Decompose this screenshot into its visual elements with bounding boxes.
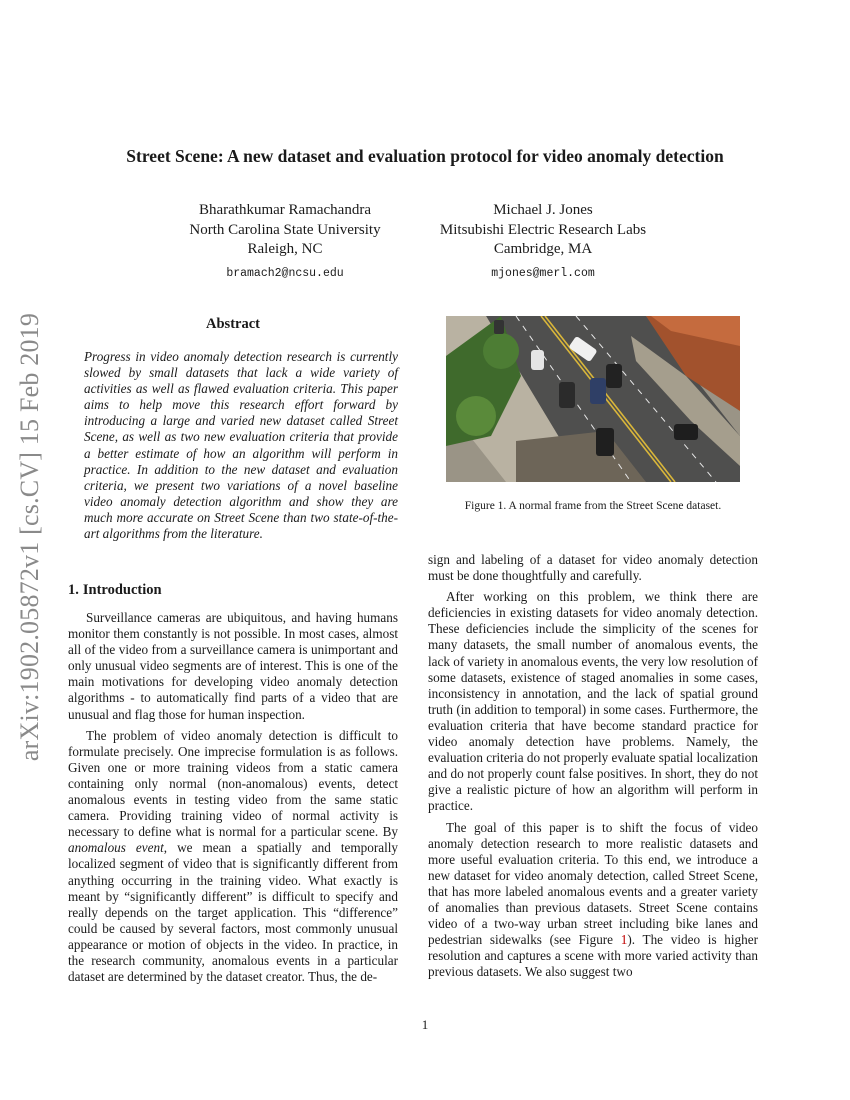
introduction-right-column	[428, 552, 758, 985]
page-number: 1	[421, 1017, 429, 1032]
abstract-text: Progress in video anomaly detection research is currently slowed by small datasets that lack a wide variety of activities as well as flawed evaluation criteria. This paper aims to help move this research effort forward by introducing a large and varied new dataset called Street Scene, as well as two new evaluation criteria that provide a better estimate of how an algorithm will perform in practice. In addition to the new dataset and evaluation criteria, we present two variations of a novel baseline video anomaly detection algorithm and show they are much more accurate on Street Scene than two state-of-the-art algorithms from the literature.	[84, 349, 398, 542]
figure-caption: Figure 1. A normal frame from the Street Scene dataset.	[464, 500, 722, 512]
blue-car	[590, 378, 606, 404]
figure-street-scene-image	[446, 316, 740, 482]
arxiv-identifier: arXiv:1902.05872v1 [cs.CV] 15 Feb 2019	[15, 312, 44, 762]
dark-car	[596, 428, 614, 456]
author-affiliation: Mitsubishi Electric Research Labs	[439, 221, 647, 238]
dark-car	[674, 424, 698, 440]
dark-car	[606, 364, 622, 388]
author-block-1	[140, 201, 430, 283]
section-title: Introduction	[82, 582, 162, 598]
dark-car	[559, 382, 575, 408]
street-scene-photo	[446, 316, 740, 482]
white-car	[531, 350, 544, 370]
author-email: mjones@merl.com	[491, 266, 595, 280]
emphasis-text: anomalous event	[68, 840, 164, 856]
text-run: , we mean a spatially and temporally localized segment of video that is significantly different from anything occurring in the training video. What exactly is meant by “significantly different” is difficult to specify and really depends on the target application. This “difference” could be caused by several factors, most commonly unusual appearance or motion of objects in the video. In practice, in the research community, anomalous events in a particular dataset are determined by the dataset creator. Thus, the de-	[68, 840, 399, 985]
section-heading-introduction	[68, 582, 162, 599]
text-run: ). The video is higher resolution and captures a scene with more varied activity than previous datasets. We also suggest two	[428, 932, 758, 980]
introduction-left-column	[68, 610, 398, 990]
author-block-2	[398, 201, 688, 283]
paper-title: Street Scene: A new dataset and evaluation protocol for video anomaly detection	[126, 146, 724, 166]
paragraph	[68, 728, 398, 986]
author-affiliation: North Carolina State University	[189, 221, 381, 238]
parked-car	[494, 320, 504, 334]
figure-reference-link[interactable]: 1	[620, 932, 628, 948]
author-name: Michael J. Jones	[493, 202, 593, 218]
author-email: bramach2@ncsu.edu	[226, 266, 344, 280]
tree	[456, 396, 496, 436]
author-location: Cambridge, MA	[493, 241, 593, 257]
paragraph	[428, 820, 758, 981]
text-run: The goal of this paper is to shift the focus of video anomaly detection research to more realistic datasets and more useful evaluation criteria. To this end, we introduce a new dataset for video anomaly detection, called Street Scene, that has more labeled anomalous events and a greater variety of anomalies than previous datasets. Street Scene contains video of a two-way urban street including bike lanes and pedestrian sidewalks (see Figure	[428, 819, 758, 948]
abstract-heading: Abstract	[206, 316, 260, 332]
paragraph: Surveillance cameras are ubiquitous, and having humans monitor them constantly is not possible. In most cases, almost all of the video from a surveillance camera is unimportant and only unusual video segments are of interest. This is one of the main motivations for developing video anomaly detection algorithms - to automatically find parts of a video that are unusual and flag those for human inspection.	[68, 610, 398, 722]
text-run: The problem of video anomaly detection is difficult to formulate precisely. One imprecise formulation is as follows. Given one or more training videos from a static camera containing only normal (non-anomalous) events, detect anomalous events in testing video from the same static camera. Providing training video of normal activity is necessary to define what is normal for a particular scene. By	[68, 727, 398, 840]
author-location: Raleigh, NC	[247, 241, 323, 257]
paragraph: After working on this problem, we think there are deficiencies in existing datasets for video anomaly detection. These deficiencies include the simplicity of the scenes for many datasets, the small number of anomalous events, the lack of variety in anomalous events, the very low resolution of some datasets, existence of staged anomalies in some cases, inconsistency in annotation, and the lack of spatial ground truth (in addition to temporal) in some cases. Furthermore, the evaluation criteria that have become standard practice for video anomaly detection have problems. Namely, the evaluation criteria do not properly evaluate spatial localization and do not properly count false positives. In short, they do not give a realistic picture of how an algorithm will perform in practice.	[428, 589, 758, 814]
section-number: 1.	[68, 582, 79, 598]
tree	[483, 333, 519, 369]
paragraph: sign and labeling of a dataset for video anomaly detection must be done thoughtfully and carefully.	[428, 552, 758, 584]
author-name: Bharathkumar Ramachandra	[198, 202, 371, 218]
